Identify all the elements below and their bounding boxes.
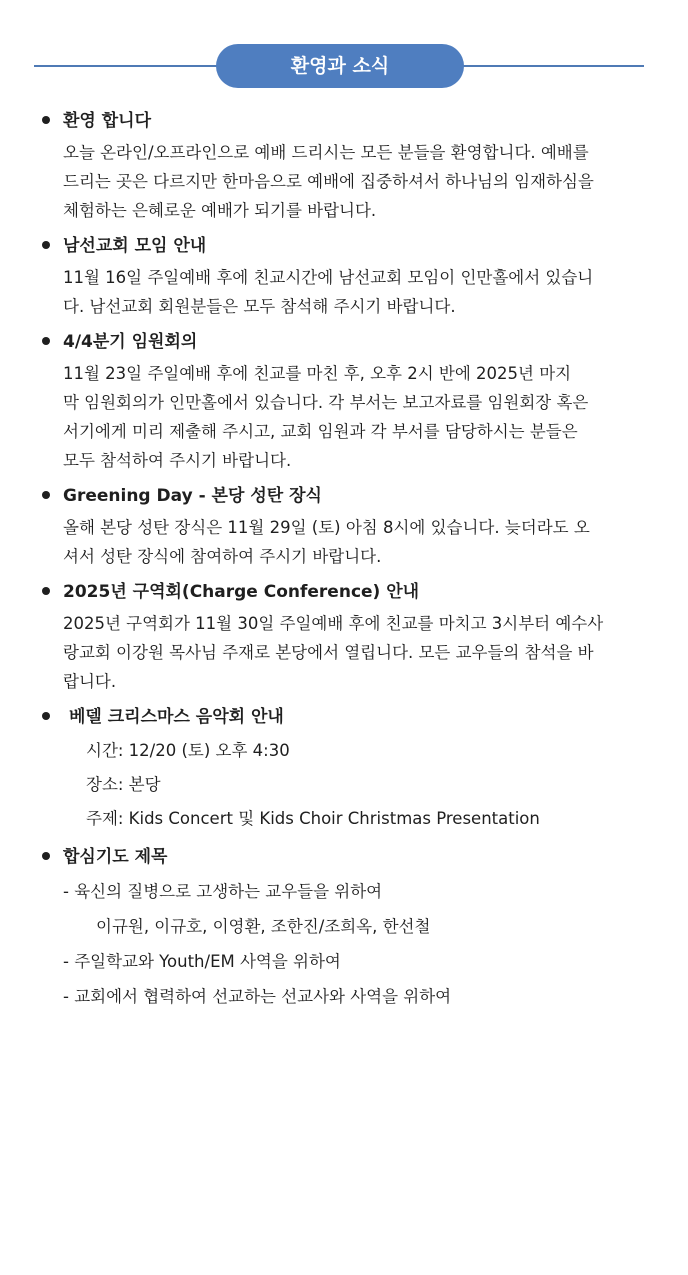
body-line: 다. 남선교회 회원분들은 모두 참석해 주시기 바랍니다.: [63, 297, 456, 316]
bullet-icon: [42, 491, 50, 499]
section-header: [0, 44, 688, 88]
concert-place: 장소: 본당: [86, 775, 161, 794]
announcement-title: 합심기도 제목: [63, 847, 168, 867]
announcement-mens-fellowship: [0, 233, 688, 321]
body-line: 드리는 곳은 다르지만 한마음으로 예배에 집중하셔서 하나님의 임재하심을: [63, 172, 594, 191]
body-line: 11월 23일 주일예배 후에 친교를 마친 후, 오후 2시 반에 2025년 마지: [63, 364, 572, 383]
bullet-icon: [42, 852, 50, 860]
announcement-body: [63, 609, 644, 696]
announcement-welcome: [0, 108, 688, 225]
header-divider-left: [34, 65, 224, 67]
prayer-item: - 육신의 질병으로 고생하는 교우들을 위하여: [63, 882, 383, 901]
section-title: 환영과 소식: [216, 44, 464, 88]
announcement-title: 남선교회 모임 안내: [63, 236, 207, 256]
announcement-title: 베델 크리스마스 음악회 안내: [69, 707, 284, 727]
announcement-title: 4/4분기 임원회의: [63, 332, 198, 352]
body-line: 랑교회 이강원 목사님 주재로 본당에서 열립니다. 모든 교우들의 참석을 바: [63, 643, 594, 662]
concert-time: 시간: 12/20 (토) 오후 4:30: [86, 741, 290, 760]
announcement-title: 2025년 구역회(Charge Conference) 안내: [63, 582, 420, 602]
announcement-council-meeting: [0, 329, 688, 475]
announcement-greening-day: [0, 483, 688, 571]
body-line: 막 임원회의가 인만홀에서 있습니다. 각 부서는 보고자료를 임원회장 혹은: [63, 393, 589, 412]
body-line: 2025년 구역회가 11월 30일 주일예배 후에 친교를 마치고 3시부터 예수사: [63, 614, 604, 633]
body-line: 모두 참석하여 주시기 바랍니다.: [63, 451, 292, 470]
announcement-body: [63, 138, 644, 225]
prayer-item: - 교회에서 협력하여 선교하는 선교사와 사역을 위하여: [63, 987, 452, 1006]
body-line: 셔서 성탄 장식에 참여하여 주시기 바랍니다.: [63, 547, 382, 566]
bullet-icon: [42, 587, 50, 595]
bullet-icon: [42, 241, 50, 249]
announcement-title: Greening Day - 본당 성탄 장식: [63, 486, 322, 506]
header-divider-right: [458, 65, 644, 67]
announcement-title: 환영 합니다: [63, 111, 152, 131]
body-line: 체험하는 은혜로운 예배가 되기를 바랍니다.: [63, 201, 377, 220]
announcement-body: [63, 359, 644, 475]
body-line: 오늘 온라인/오프라인으로 예배 드리시는 모든 분들을 환영합니다. 예배를: [63, 143, 589, 162]
bullet-icon: [42, 116, 50, 124]
prayer-item: - 주일학교와 Youth/EM 사역을 위하여: [63, 952, 341, 971]
announcement-charge-conference: [0, 579, 688, 696]
bullet-icon: [42, 337, 50, 345]
announcement-body: [63, 263, 644, 321]
body-line: 11월 16일 주일예배 후에 친교시간에 남선교회 모임이 인만홀에서 있습니: [63, 268, 594, 287]
announcement-body: [63, 513, 644, 571]
concert-theme: 주제: Kids Concert 및 Kids Choir Christmas Presentation: [86, 809, 540, 828]
announcement-christmas-concert: [0, 704, 688, 836]
body-line: 올해 본당 성탄 장식은 11월 29일 (토) 아침 8시에 있습니다. 늦더라도 오: [63, 518, 590, 537]
body-line: 서기에게 미리 제출해 주시고, 교회 임원과 각 부서를 담당하시는 분들은: [63, 422, 578, 441]
body-line: 랍니다.: [63, 672, 117, 691]
bullet-icon: [42, 712, 50, 720]
announcement-list: [0, 108, 688, 1022]
announcement-prayer: [0, 844, 688, 1014]
prayer-names: 이규원, 이규호, 이영환, 조한진/조희옥, 한선철: [96, 917, 431, 936]
